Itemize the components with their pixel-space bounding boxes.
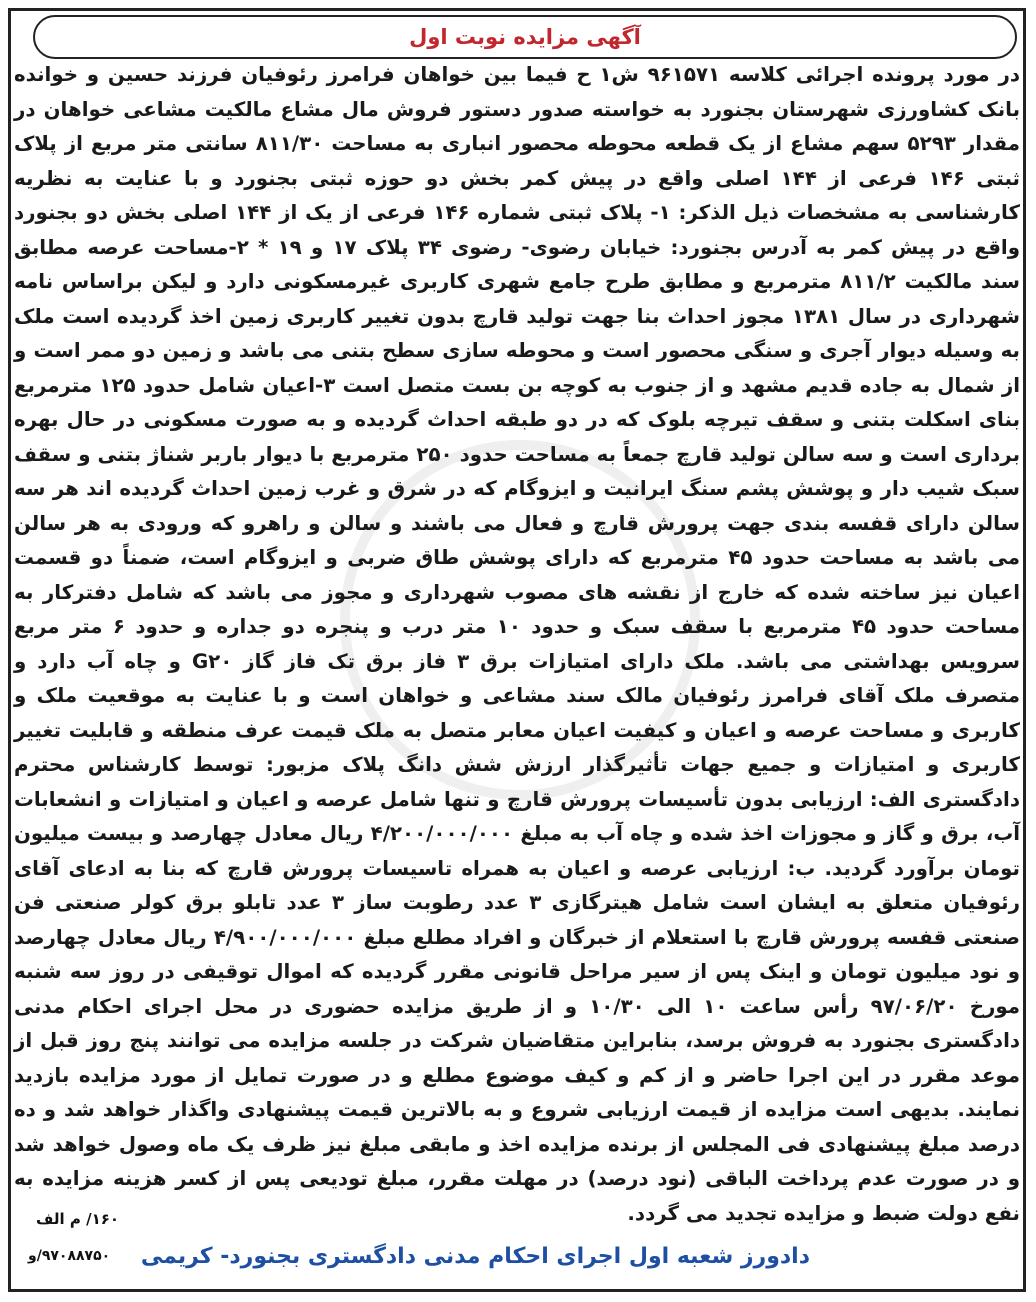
notice-body bbox=[14, 58, 1020, 1231]
signature-line: دادورز شعبه اول اجرای احکام مدنی دادگستری بجنورد- کریمی bbox=[140, 1244, 810, 1269]
reference-code: ۱۶۰/ م الف bbox=[36, 1210, 120, 1228]
publication-code: ۹۷۰۸۸۷۵۰/و bbox=[28, 1248, 111, 1264]
notice-body-text: در مورد پرونده اجرائی کلاسه ۹۶۱۵۷۱ ش۱ ح فیما بین خواهان فرامرز رئوفیان فرزند حسین و خوانده بانک کشاورزی شهرستان بجنورد به خواسته صدور دستور فروش مال مشاع مالکیت مشاعی خواهان در مقدار ۵۲۹۳ سهم مشاع از یک قطعه محوطه محصور انباری به مساحت ۸۱۱/۳۰ سانتی متر مربع از پلاک ثبتی ۱۴۶ فرعی از ۱۴۴ اصلی واقع در پیش کمر بخش دو حوزه ثبتی بجنورد و با عنایت به نظریه کارشناسی به مشخصات ذیل الذکر: ۱- پلاک ثبتی شماره ۱۴۶ فرعی از یک از ۱۴۴ اصلی بخش دو بجنورد واقع در پیش کمر به آدرس بجنورد: خیابان رضوی- رضوی ۳۴ پلاک ۱۷ و ۱۹ * ۲-مساحت عرصه مطابق سند مالکیت ۸۱۱/۲ مترمربع و مطابق طرح جامع شهری کاربری غیرمسکونی دارد و لیکن براساس نامه شهرداری در سال ۱۳۸۱ مجوز احداث بنا جهت تولید قارچ بدون تغییر کاربری زمین اخذ گردیده است ملک به وسیله دیوار آجری و سنگی محصور است و محوطه سازی سطح بتنی می باشد و زمین دو ممر است و از شمال به جاده قدیم مشهد و از جنوب به کوچه بن بست متصل است ۳-اعیان شامل حدود ۱۲۵ مترمربع بنای اسکلت بتنی و سقف تیرچه بلوک که در دو طبقه احداث گردیده و به صورت مسکونی در حال بهره برداری است و سه سالن تولید قارچ جمعاً به مساحت حدود ۲۵۰ مترمربع با دیوار باربر شناژ بتنی و سقف سبک شیب دار و پوشش پشم سنگ ایرانیت و ایزوگام که در شرق و غرب زمین احداث گردیده اند هر سه سالن دارای قفسه بندی جهت پرورش قارچ و فعال می باشند و سالن و راهرو که ورودی به هر سالن می باشد به مساحت حدود ۴۵ مترمربع که دارای پوشش طاق ضربی و ایزوگام است، ضمناً دو قسمت اعیان نیز ساخته شده که خارج از نقشه های مصوب شهرداری و مجوز می باشد که شامل دفترکار به مساحت حدود ۴۵ مترمربع با سقف سبک و حدود ۱۰ متر درب و پنجره دو جداره و حدود ۶ متر مربع سرویس بهداشتی می باشد. ملک دارای امتیازات برق ۳ فاز برق تک فاز گاز G۲۰ و چاه آب دارد و متصرف ملک آقای فرامرز رئوفیان مالک سند مشاعی و خواهان است و با عنایت به موقعیت ملک و کاربری و مساحت عرصه و اعیان و کیفیت اعیان معابر متصل به ملک قیمت عرف منطقه و قابلیت تغییر کاربری و امتیازات و جمیع جهات تأثیرگذار ارزش شش دانگ پلاک مزبور: توسط کارشناس محترم دادگستری الف: ارزیابی بدون تأسیسات پرورش قارچ و تنها شامل عرصه و اعیان و امتیازات و انشعابات آب، برق و گاز و مجوزات اخذ شده و چاه آب به مبلغ ۴/۲۰۰/۰۰۰/۰۰۰ ریال معادل چهارصد و بیست میلیون تومان برآورد گردید. ب: ارزیابی عرصه و اعیان به همراه تاسیسات پرورش قارچ که بنا به ادعای آقای رئوفیان متعلق به ایشان است شامل هیترگازی ۳ عدد رطوبت ساز ۳ عدد تابلو برق کولر صنعتی فن صنعتی قفسه پرورش قارچ با استعلام از خبرگان و افراد مطلع مبلغ ۴/۹۰۰/۰۰۰/۰۰۰ ریال معادل چهارصد و نود میلیون تومان و اینک پس از سیر مراحل قانونی مقرر گردیده که اموال توقیفی در روز سه شنبه مورخ ۹۷/۰۶/۲۰ رأس ساعت ۱۰ الی ۱۰/۳۰ و از طریق مزایده حضوری در محل اجرای احکام مدنی دادگستری بجنورد به فروش برسد، بنابراین متقاضیان شرکت در جلسه مزایده می توانند پنج روز قبل از موعد مقرر در این اجرا حاضر و از کم و کیف موضوع مطلع و در صورت تمایل از مورد مزایده بازدید نمایند. بدیهی است مزایده از قیمت ارزیابی شروع و به بالاترین قیمت پیشنهادی واگذار خواهد شد و ده درصد مبلغ پیشنهادی فی المجلس از برنده مزایده اخذ و مابقی مبلغ نیز ظرف یک ماه وصول خواهد شد و در صورت عدم پرداخت الباقی (نود درصد) در مهلت مقرر، مبلغ تودیعی پس از کسر هزینه مزایده به نفع دولت ضبط و مزایده تجدید می گردد. bbox=[14, 63, 1021, 1225]
notice-footer bbox=[14, 1200, 1020, 1284]
notice-title: آگهی مزایده نوبت اول bbox=[33, 15, 1017, 59]
